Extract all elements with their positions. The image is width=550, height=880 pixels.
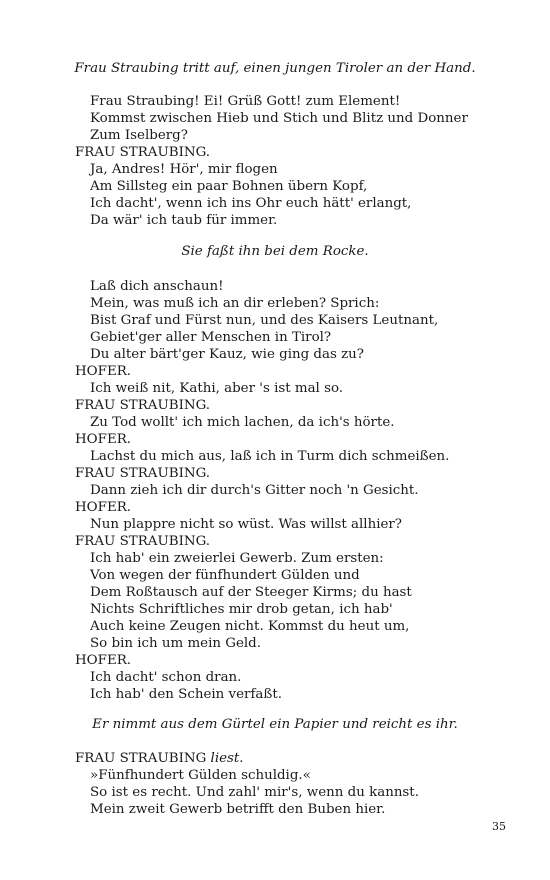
verse-line: Frau Straubing! Ei! Grüß Gott! zum Element! [90, 94, 401, 109]
speaker-name [75, 465, 210, 482]
verse-line: Zu Tod wollt' ich mich lachen, da ich's hörte. [90, 415, 395, 430]
verse-line: So ist es recht. Und zahl' mir's, wenn du kannst. [90, 785, 419, 800]
verse-line: Nichts Schriftliches mir drob getan, ich hab' [90, 602, 393, 617]
verse-line: Am Sillsteg ein paar Bohnen übern Kopf, [90, 179, 368, 194]
speaker-name [75, 652, 131, 669]
speaker-label: HOFER. [75, 500, 132, 515]
speaker-label: FRAU STRAUBING. [75, 145, 211, 160]
speaker-name [75, 363, 131, 380]
verse-line: Auch keine Zeugen nicht. Kommst du heut um, [90, 619, 410, 634]
verse-line: Da wär' ich taub für immer. [90, 213, 278, 228]
speaker-name [75, 533, 210, 550]
stage-direction: Er nimmt aus dem Gürtel ein Papier und reicht es ihr. [92, 717, 458, 732]
speaker-label: HOFER. [75, 653, 132, 668]
speaker-label: FRAU STRAUBING [75, 751, 207, 766]
verse-line: Ich dacht', wenn ich ins Ohr euch hätt' erlangt, [90, 196, 412, 211]
verse-line: Du alter bärt'ger Kauz, wie ging das zu? [90, 347, 364, 362]
verse-line: Kommst zwischen Hieb und Stich und Blitz und Donner [90, 111, 468, 126]
verse-line: Von wegen der fünfhundert Gülden und [90, 568, 360, 583]
verse-line: Gebiet'ger aller Menschen in Tirol? [90, 330, 332, 345]
speaker-label: HOFER. [75, 432, 132, 447]
speaker-name [75, 431, 131, 448]
verse-line: Ich dacht' schon dran. [90, 670, 242, 685]
speaker-name [75, 144, 210, 161]
verse-line: Mein, was muß ich an dir erleben? Sprich: [90, 296, 380, 311]
verse-line: Ja, Andres! Hör', mir flogen [90, 162, 278, 177]
stage-direction: Sie faßt ihn bei dem Rocke. [181, 244, 369, 259]
stage-direction: Frau Straubing tritt auf, einen jungen Tiroler an der Hand. [74, 61, 476, 76]
verse-line: Mein zweit Gewerb betrifft den Buben hier. [90, 802, 386, 817]
speaker-label: FRAU STRAUBING. [75, 398, 211, 413]
speaker-label: HOFER. [75, 364, 132, 379]
verse-line: Lachst du mich aus, laß ich in Turm dich schmeißen. [90, 449, 450, 464]
speaker-name [75, 499, 131, 516]
verse-line: Ich hab' ein zweierlei Gewerb. Zum ersten: [90, 551, 384, 566]
speaker-name [75, 750, 244, 767]
speaker-name [75, 397, 210, 414]
verse-line: Nun plappre nicht so wüst. Was willst allhier? [90, 517, 402, 532]
verse-line: Ich weiß nit, Kathi, aber 's ist mal so. [90, 381, 344, 396]
verse-line: »Fünfhundert Gülden schuldig.« [90, 768, 311, 783]
speaker-direction: liest. [210, 751, 244, 766]
verse-line: Dann zieh ich dir durch's Gitter noch 'n Gesicht. [90, 483, 419, 498]
verse-line: So bin ich um mein Geld. [90, 636, 261, 651]
speaker-label: FRAU STRAUBING. [75, 534, 211, 549]
page-number: 35 [492, 820, 506, 833]
verse-line: Zum Iselberg? [90, 128, 188, 143]
verse-line: Bist Graf und Fürst nun, und des Kaisers Leutnant, [90, 313, 439, 328]
verse-line: Ich hab' den Schein verfaßt. [90, 687, 282, 702]
verse-line: Dem Roßtausch auf der Steeger Kirms; du hast [90, 585, 412, 600]
verse-line: Laß dich anschaun! [90, 279, 224, 294]
speaker-label: FRAU STRAUBING. [75, 466, 211, 481]
